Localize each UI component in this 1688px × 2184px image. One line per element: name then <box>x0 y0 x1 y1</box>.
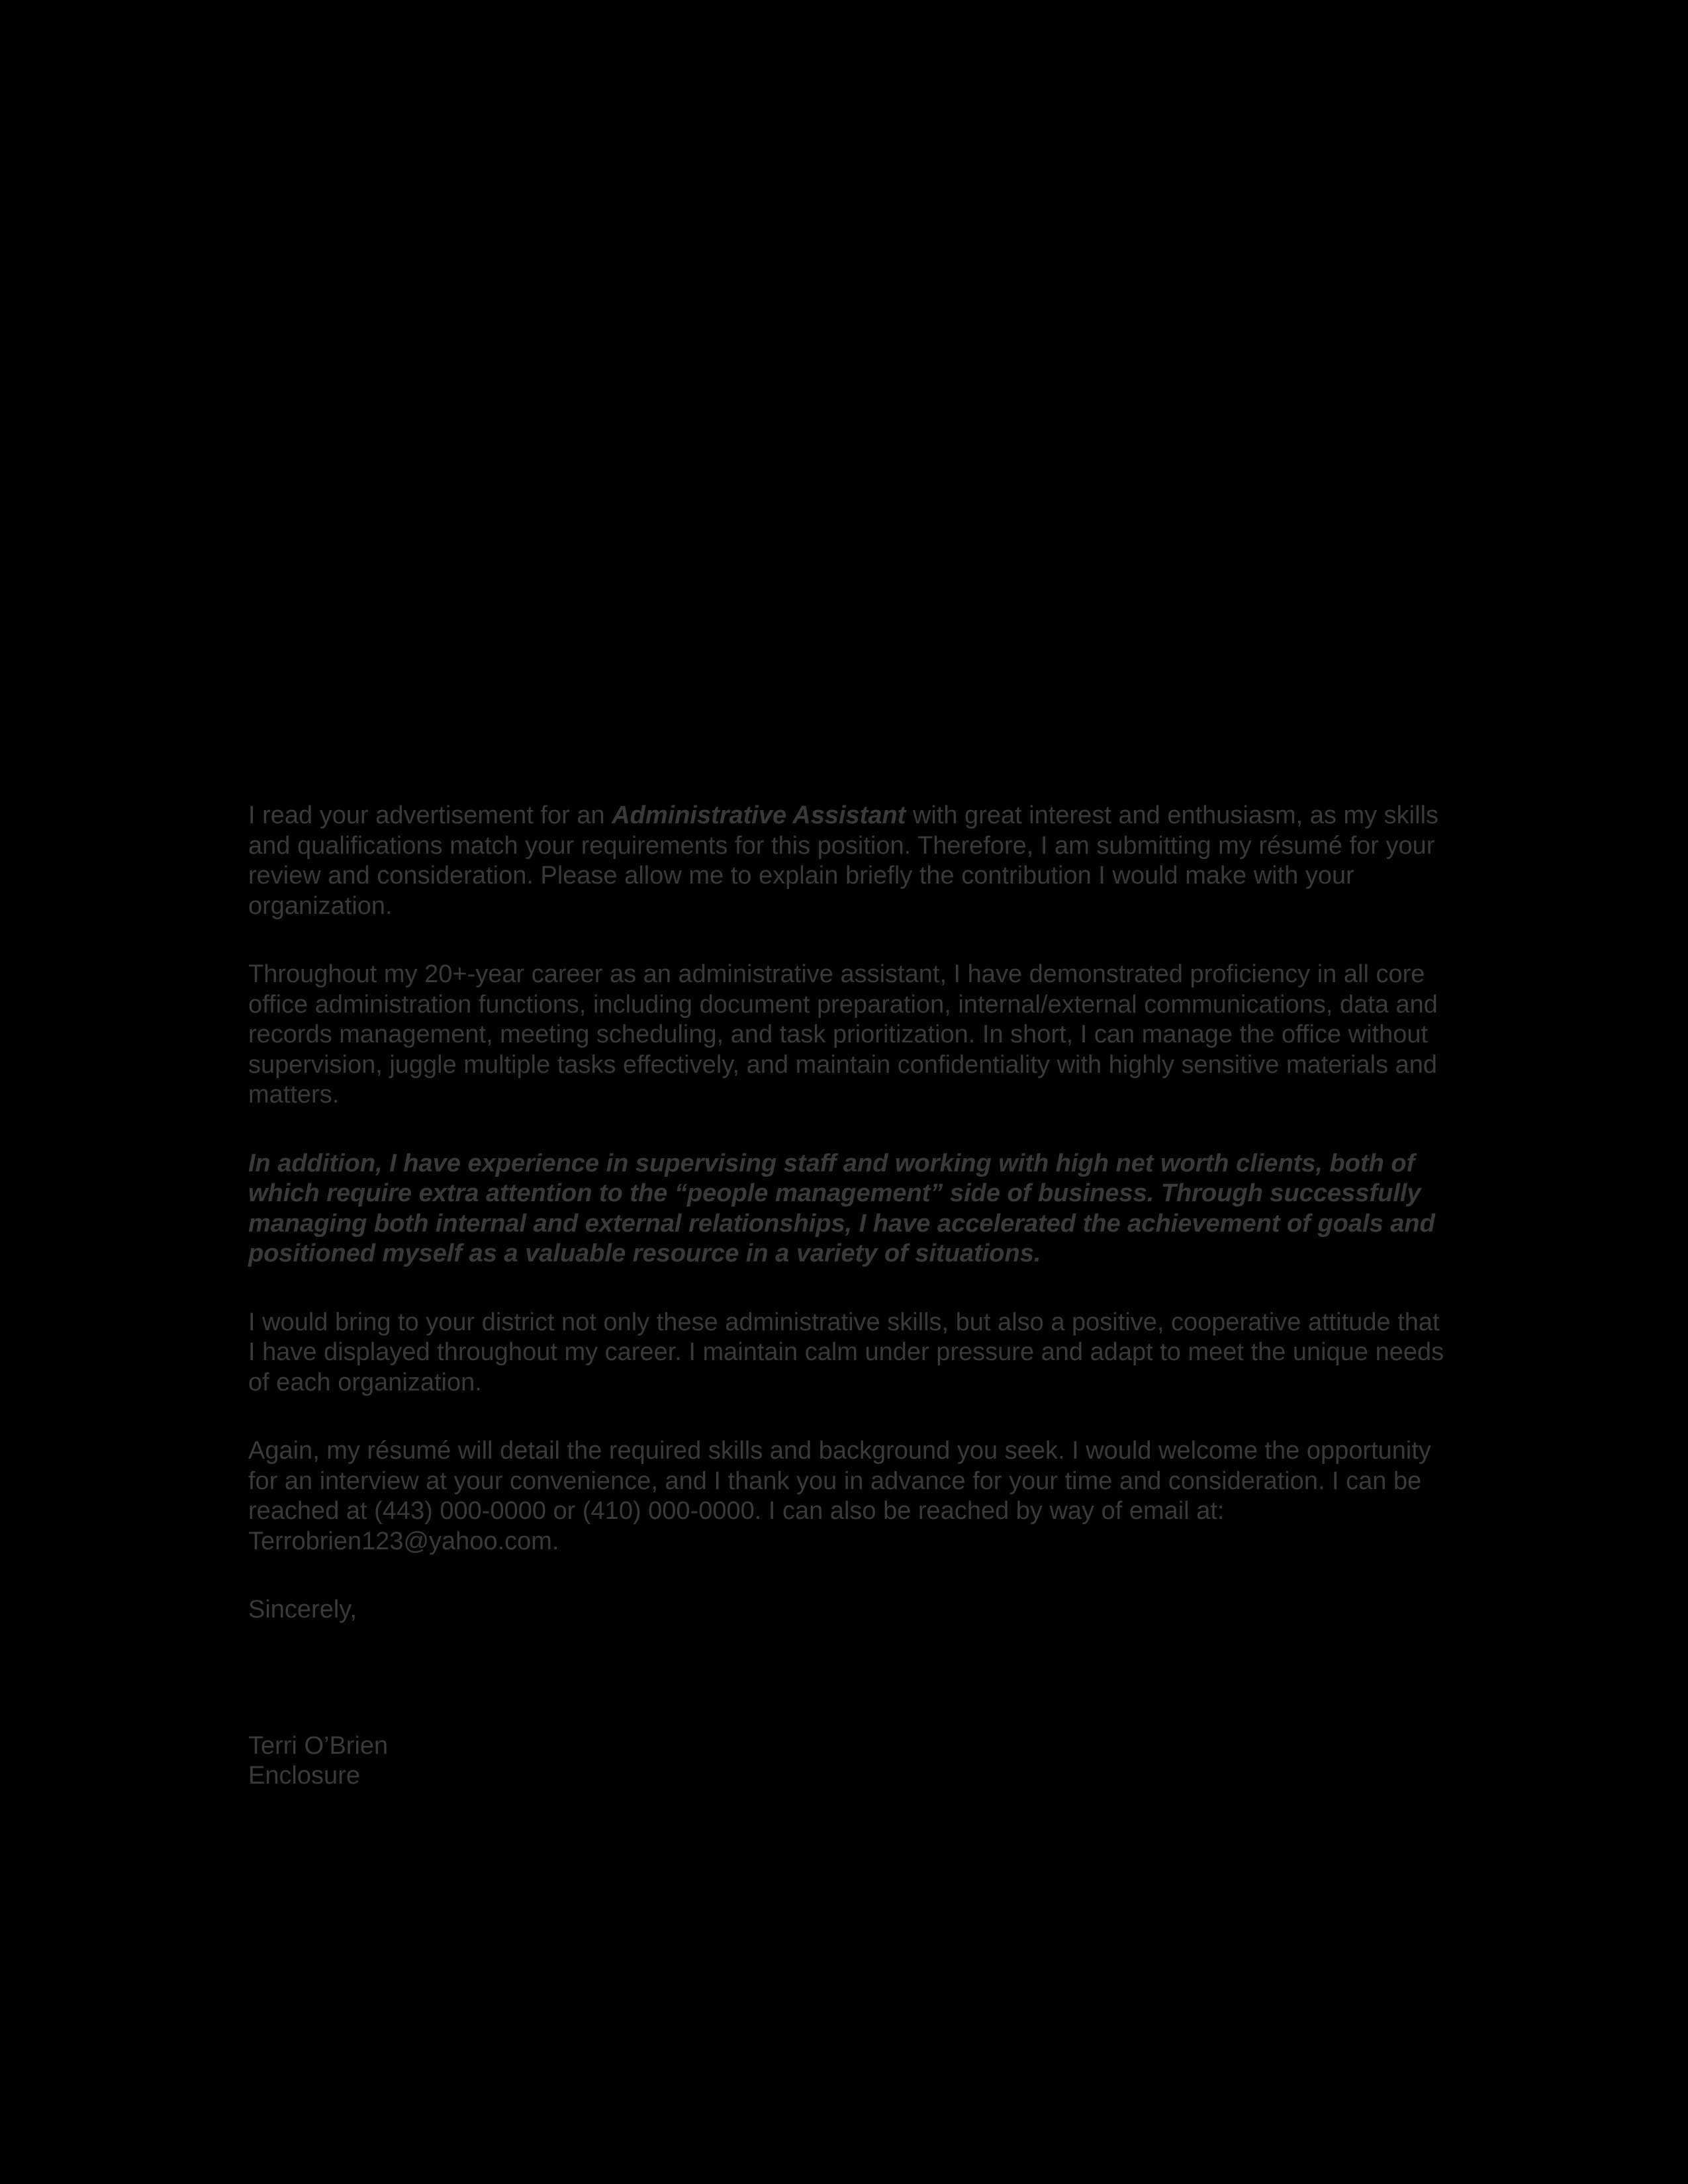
enclosure-note: Enclosure <box>248 1762 360 1790</box>
intro-paragraph <box>248 801 1446 921</box>
attitude-paragraph: I would bring to your district not only these administrative skills, but also a positive, cooperative attitude that I have displayed throughout my career. I maintain calm under pressure and adapt to meet the unique needs of each organization. <box>248 1308 1444 1396</box>
signature-space <box>248 1625 1446 1731</box>
signature-name: Terri O’Brien <box>248 1731 389 1760</box>
closing: Sincerely, <box>248 1596 357 1623</box>
contact-paragraph: Again, my résumé will detail the required skills and background you seek. I would welcome the opportunity for an interview at your convenience, and I thank you in advance for your time and consideration. I can be reached at (443) 000-0000 or (410) 000-0000. I can also be reached by way of email at: Terrobrien123@yahoo.com. <box>248 1437 1431 1555</box>
intro-text-end: with great interest and enthusiasm, as my skills and qualifications match your requirements for this position. Therefore, I am submitting my résumé for your review and consideration. Please allow me to explain briefly the contribution I would make with your organization. <box>248 801 1439 920</box>
intro-text-start: I read your advertisement for an <box>248 801 612 829</box>
supervision-paragraph: In addition, I have experience in supervising staff and working with high net worth clients, both of which require extra attention to the “people management” side of business. Through successfully managing both internal and external relationships, I have accelerated the achievement of goals and positioned myself as a valuable resource in a variety of situations. <box>248 1149 1435 1267</box>
experience-paragraph: Throughout my 20+-year career as an administrative assistant, I have demonstrated proficiency in all core office administration functions, including document preparation, internal/external communications, data and records management, meeting scheduling, and task prioritization. In short, I can manage the office without supervision, juggle multiple tasks effectively, and maintain confidentiality with highly sensitive materials and matters. <box>248 960 1438 1109</box>
position-title: Administrative Assistant <box>612 801 906 829</box>
letter-body <box>248 801 1446 1792</box>
